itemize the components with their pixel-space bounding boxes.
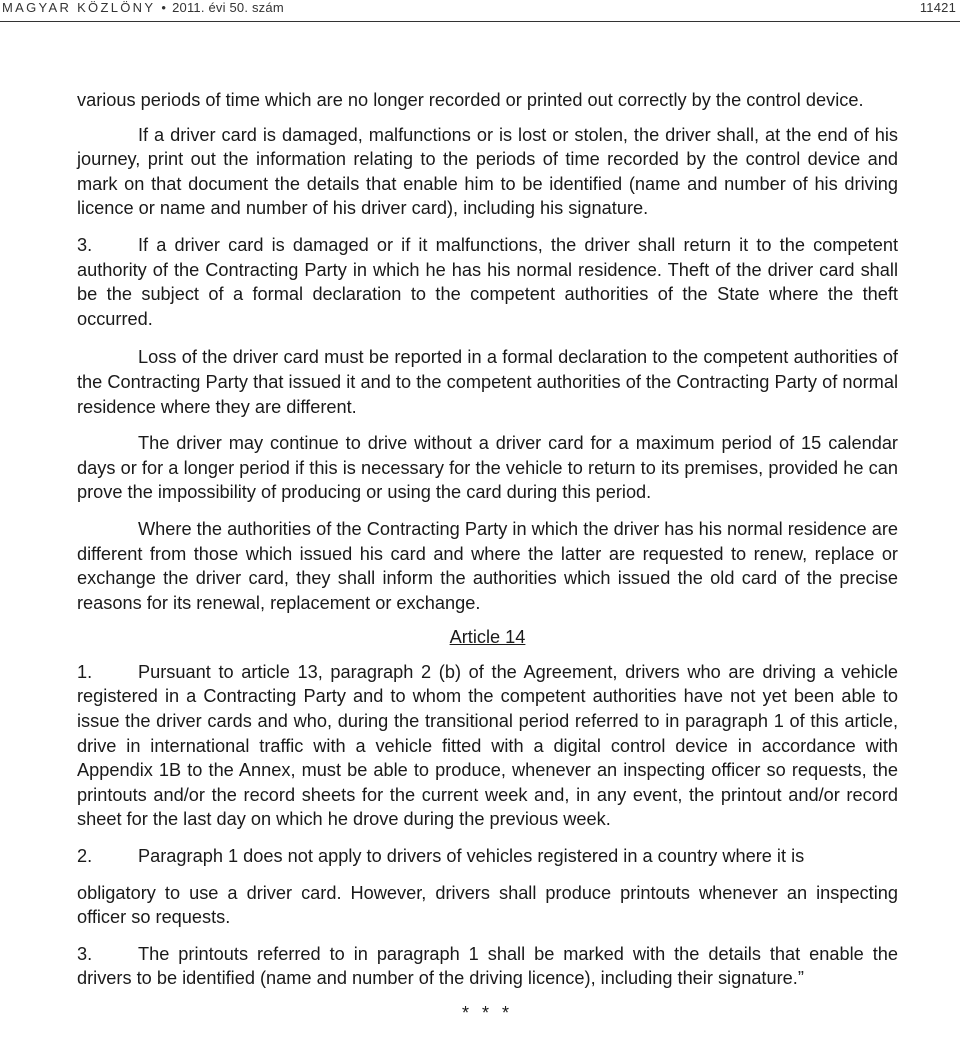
article-paragraph-2-continued: obligatory to use a driver card. However, drivers shall produce printouts whenever an inspecting officer so requests. bbox=[77, 882, 898, 928]
bullet-separator: • bbox=[161, 0, 167, 15]
paragraph-number: 1. bbox=[77, 661, 93, 682]
header-left bbox=[2, 0, 284, 15]
document-body bbox=[77, 88, 898, 1026]
paragraph-authorities: Where the authorities of the Contracting Party in which the driver has his normal residence are different from those which issued his card and where the latter are requested to renew, replace or exchange the driver card, they shall inform the authorities which issued the old card of the precise reasons for its renewal, replacement or exchange. bbox=[77, 518, 898, 613]
paragraph-continue-driving: The driver may continue to drive without a driver card for a maximum period of 15 calendar days or for a longer period if this is necessary for the vehicle to return to its premises, provided he can prove the impossibility of producing or using the card during this period. bbox=[77, 433, 898, 503]
paragraph-number: 3. bbox=[77, 234, 93, 255]
paragraph-number: 3. bbox=[77, 943, 93, 964]
paragraph-loss: Loss of the driver card must be reported in a formal declaration to the competent authorities of the Contracting Party that issued it and to the competent authorities of the Contracting Party of normal residence where they are different. bbox=[77, 347, 898, 417]
page-header bbox=[0, 0, 960, 22]
paragraph-text: Pursuant to article 13, paragraph 2 (b) of the Agreement, drivers who are driving a vehicle registered in a Contracting Party and to whom the competent authorities have not yet been able to issue the driver cards and who, during the transitional period referred to in paragraph 1 of this article, drive in international traffic with a vehicle fitted with a digital control device in accordance with Appendix 1B to the Annex, must be able to produce, whenever an inspecting officer so requests, the printouts and/or the record sheets for the current week and, in any event, the printout and/or record sheet for the last day on which he drove during the previous week. bbox=[77, 661, 898, 830]
paragraph-continuation: various periods of time which are no longer recorded or printed out correctly by the control device. bbox=[77, 90, 864, 110]
article-heading: Article 14 bbox=[449, 627, 526, 648]
article-paragraph-3 bbox=[77, 942, 898, 991]
paragraph-text: Paragraph 1 does not apply to drivers of vehicles registered in a country where it is bbox=[138, 846, 805, 867]
paragraph-number: 2. bbox=[77, 846, 93, 867]
paragraph-text: The printouts referred to in paragraph 1 shall be marked with the details that enable the drivers to be identified (name and number of the driving licence), including their signature.” bbox=[77, 943, 898, 989]
page-number: 11421 bbox=[919, 0, 956, 15]
paragraph-3 bbox=[77, 233, 898, 331]
journal-title: MAGYAR KÖZLÖNY bbox=[2, 0, 156, 15]
paragraph-damaged-card: If a driver card is damaged, malfunctions or is lost or stolen, the driver shall, at the end of his journey, print out the information relating to the periods of time recorded by the control device and mark on that document the details that enable him to be identified (name and number of his driving licence or name and number of his driver card), including his signature. bbox=[77, 124, 898, 219]
article-paragraph-2 bbox=[77, 844, 898, 869]
paragraph-text: If a driver card is damaged or if it malfunctions, the driver shall return it to the competent authority of the Contracting Party in which he has his normal residence. Theft of the driver card shall be the subject of a formal declaration to the competent authorities of the State where the theft occurred. bbox=[77, 234, 898, 329]
header-divider bbox=[0, 21, 960, 22]
issue-label: 2011. évi 50. szám bbox=[172, 0, 284, 15]
section-separator-stars: * * * bbox=[461, 1003, 514, 1023]
article-paragraph-1 bbox=[77, 660, 898, 832]
